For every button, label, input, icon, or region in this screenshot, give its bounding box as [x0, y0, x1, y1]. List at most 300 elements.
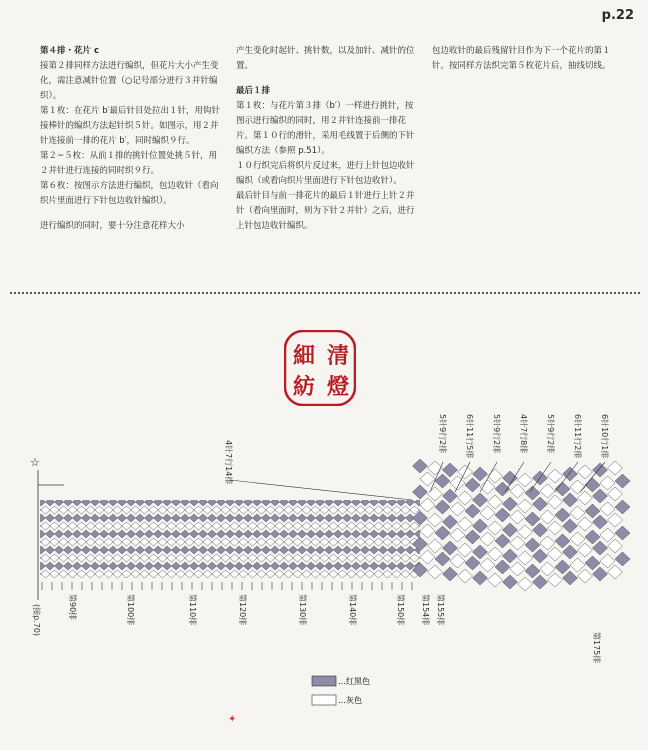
- band-diamond: [370, 562, 379, 570]
- band-diamond: [379, 514, 388, 522]
- band-diamond: [167, 506, 176, 514]
- paragraph: 第２~５枚：从前１排的挑针位置处挑５针，用２并针进行连接的同时织９行。: [40, 151, 218, 176]
- band-diamond: [194, 506, 203, 514]
- row-label: 第130排: [298, 594, 307, 626]
- band-diamond: [298, 562, 307, 570]
- fan-diamond: [593, 463, 608, 477]
- band-diamond: [352, 546, 361, 554]
- fan-diamond: [608, 461, 623, 475]
- fan-diamond: [563, 519, 578, 533]
- band-diamond: [118, 562, 127, 570]
- fan-diamond: [593, 515, 608, 529]
- band-diamond: [176, 506, 185, 514]
- band-diamond: [352, 530, 361, 538]
- band-diamond: [109, 546, 118, 554]
- band-diamond: [154, 498, 163, 506]
- band-diamond: [343, 498, 352, 506]
- band-diamond: [338, 506, 347, 514]
- band-diamond: [95, 570, 104, 578]
- band-diamond: [203, 506, 212, 514]
- band-diamond: [280, 546, 289, 554]
- fan-diamond: [495, 560, 510, 574]
- band-diamond: [379, 546, 388, 554]
- band-diamond: [253, 530, 262, 538]
- band-diamond: [221, 570, 230, 578]
- band-diamond: [77, 522, 86, 530]
- band-diamond: [190, 546, 199, 554]
- paragraph: １０行织完后将织片反过来，进行上针包边收针编织（或看向织片里面进行下针包边收针）。: [236, 161, 415, 186]
- band-diamond: [68, 554, 77, 562]
- band-diamond: [82, 546, 91, 554]
- band-diamond: [55, 530, 64, 538]
- fan-diamond: [488, 521, 503, 535]
- band-diamond: [307, 562, 316, 570]
- band-diamond: [95, 554, 104, 562]
- band-diamond: [266, 522, 275, 530]
- seal-glyph: 細: [293, 343, 316, 369]
- top-annotation: 5针9行2排: [492, 414, 501, 454]
- band-diamond: [307, 498, 316, 506]
- band-diamond: [28, 498, 37, 506]
- band-diamond: [68, 570, 77, 578]
- fan-diamond: [578, 517, 593, 531]
- band-diamond: [325, 546, 334, 554]
- band-diamond: [136, 530, 145, 538]
- band-diamond: [248, 538, 257, 546]
- fan-diamond: [458, 569, 473, 583]
- band-diamond: [104, 506, 113, 514]
- band-diamond: [356, 554, 365, 562]
- row-label: 第155排: [436, 594, 445, 626]
- pattern-fan: [413, 459, 631, 591]
- band-diamond: [325, 514, 334, 522]
- top-annotation: 4针7行8排: [519, 414, 528, 454]
- band-diamond: [352, 562, 361, 570]
- fan-diamond: [473, 467, 488, 481]
- band-diamond: [352, 514, 361, 522]
- band-diamond: [131, 570, 140, 578]
- band-diamond: [131, 538, 140, 546]
- band-diamond: [109, 530, 118, 538]
- fan-diamond: [420, 550, 435, 564]
- band-diamond: [158, 554, 167, 562]
- band-diamond: [289, 562, 298, 570]
- band-diamond: [262, 562, 271, 570]
- fan-diamond: [518, 499, 533, 513]
- band-diamond: [59, 538, 68, 546]
- band-diamond: [50, 538, 59, 546]
- fan-diamond: [608, 487, 623, 501]
- band-diamond: [149, 570, 158, 578]
- band-diamond: [127, 530, 136, 538]
- band-diamond: [77, 538, 86, 546]
- band-diamond: [410, 506, 419, 514]
- band-diamond: [172, 514, 181, 522]
- band-diamond: [212, 570, 221, 578]
- seal-glyph: 燈: [327, 374, 350, 400]
- band-diamond: [122, 538, 131, 546]
- band-diamond: [190, 498, 199, 506]
- band-diamond: [95, 522, 104, 530]
- row-label: 第100排: [126, 594, 135, 626]
- band-diamond: [91, 514, 100, 522]
- band-diamond: [104, 538, 113, 546]
- band-diamond: [361, 530, 370, 538]
- band-diamond: [91, 530, 100, 538]
- band-diamond: [100, 562, 109, 570]
- fan-diamond: [585, 530, 600, 544]
- band-diamond: [172, 498, 181, 506]
- band-diamond: [109, 514, 118, 522]
- band-diamond: [370, 514, 379, 522]
- band-diamond: [109, 498, 118, 506]
- band-diamond: [59, 522, 68, 530]
- band-diamond: [118, 514, 127, 522]
- fan-diamond: [510, 484, 525, 498]
- band-diamond: [320, 538, 329, 546]
- band-diamond: [86, 570, 95, 578]
- fan-diamond: [555, 560, 570, 574]
- band-diamond: [284, 506, 293, 514]
- fan-diamond: [488, 469, 503, 483]
- fan-diamond: [548, 521, 563, 535]
- fan-diamond: [495, 508, 510, 522]
- fan-diamond: [578, 543, 593, 557]
- band-diamond: [284, 570, 293, 578]
- band-diamond: [190, 514, 199, 522]
- paragraph: 包边收针的最后残留针目作为下一个花片的第１针。按同样方法织完第５枚花片后，抽线切线。: [432, 46, 611, 71]
- band-diamond: [221, 538, 230, 546]
- band-diamond: [316, 546, 325, 554]
- band-diamond: [100, 530, 109, 538]
- band-diamond: [406, 530, 415, 538]
- band-diamond: [64, 562, 73, 570]
- band-diamond: [289, 498, 298, 506]
- fan-diamond: [585, 556, 600, 570]
- band-diamond: [181, 530, 190, 538]
- band-diamond: [397, 530, 406, 538]
- band-diamond: [244, 562, 253, 570]
- band-diamond: [59, 570, 68, 578]
- top-annotation: 6针10行1排: [600, 414, 609, 459]
- fan-diamond: [533, 549, 548, 563]
- band-diamond: [316, 530, 325, 538]
- row-label: 第150排: [396, 594, 405, 626]
- fan-diamond: [465, 530, 480, 544]
- band-diamond: [244, 498, 253, 506]
- band-diamond: [392, 522, 401, 530]
- band-diamond: [271, 530, 280, 538]
- fan-diamond: [420, 524, 435, 538]
- band-diamond: [401, 522, 410, 530]
- fan-diamond: [593, 541, 608, 555]
- band-diamond: [194, 554, 203, 562]
- band-diamond: [118, 498, 127, 506]
- band-diamond: [374, 522, 383, 530]
- band-diamond: [208, 562, 217, 570]
- band-diamond: [221, 554, 230, 562]
- band-diamond: [325, 498, 334, 506]
- paragraph: 最后针目与前一排花片的最后１针进行上针２并针（看向里面时，则为下针２并针）之后，进行上针包边收针编织。: [236, 191, 415, 231]
- band-diamond: [325, 530, 334, 538]
- fan-diamond: [608, 565, 623, 579]
- band-diamond: [392, 554, 401, 562]
- band-diamond: [199, 514, 208, 522]
- band-diamond: [140, 506, 149, 514]
- band-diamond: [122, 554, 131, 562]
- band-diamond: [257, 538, 266, 546]
- band-diamond: [226, 514, 235, 522]
- band-diamond: [253, 514, 262, 522]
- band-diamond: [131, 554, 140, 562]
- band-diamond: [392, 538, 401, 546]
- band-diamond: [343, 514, 352, 522]
- fan-diamond: [488, 573, 503, 587]
- fan-diamond: [503, 497, 518, 511]
- band-diamond: [127, 514, 136, 522]
- band-diamond: [356, 506, 365, 514]
- band-diamond: [262, 546, 271, 554]
- band-diamond: [284, 522, 293, 530]
- band-diamond: [82, 498, 91, 506]
- fan-diamond: [435, 500, 450, 514]
- fan-diamond: [518, 525, 533, 539]
- band-diamond: [77, 554, 86, 562]
- band-diamond: [122, 522, 131, 530]
- band-diamond: [365, 554, 374, 562]
- fan-diamond: [510, 536, 525, 550]
- band-diamond: [46, 514, 55, 522]
- band-diamond: [316, 562, 325, 570]
- band-diamond: [235, 562, 244, 570]
- fan-diamond: [570, 558, 585, 572]
- top-annotation: 6针11行5排: [465, 414, 474, 459]
- fan-diamond: [503, 523, 518, 537]
- band-diamond: [253, 546, 262, 554]
- row-label: 第154排: [421, 594, 430, 626]
- band-diamond: [410, 522, 419, 530]
- band-diamond: [212, 522, 221, 530]
- fan-diamond: [570, 506, 585, 520]
- band-diamond: [163, 514, 172, 522]
- band-diamond: [262, 530, 271, 538]
- fan-diamond: [465, 504, 480, 518]
- band-diamond: [199, 530, 208, 538]
- band-diamond: [374, 506, 383, 514]
- band-diamond: [388, 514, 397, 522]
- band-diamond: [104, 570, 113, 578]
- band-diamond: [280, 562, 289, 570]
- band-diamond: [275, 570, 284, 578]
- row-label: 第120排: [238, 594, 247, 626]
- band-diamond: [311, 570, 320, 578]
- fan-diamond: [525, 538, 540, 552]
- band-diamond: [320, 506, 329, 514]
- fan-diamond: [585, 478, 600, 492]
- band-diamond: [167, 538, 176, 546]
- band-diamond: [172, 562, 181, 570]
- band-diamond: [73, 562, 82, 570]
- band-diamond: [365, 538, 374, 546]
- band-diamond: [73, 530, 82, 538]
- band-diamond: [86, 506, 95, 514]
- fan-diamond: [473, 545, 488, 559]
- band-diamond: [343, 530, 352, 538]
- band-diamond: [203, 570, 212, 578]
- band-diamond: [212, 554, 221, 562]
- paragraph: 第１枚：与花片第３排（b′）一样进行挑针，按图示进行编织的同时，用２并针连接前一排花片。第１０行的滑针，采用毛线置于后侧的下针编织方法（参照 p.51）。: [236, 101, 415, 156]
- band-diamond: [374, 570, 383, 578]
- band-diamond: [280, 498, 289, 506]
- band-diamond: [347, 522, 356, 530]
- band-diamond: [302, 506, 311, 514]
- band-diamond: [347, 538, 356, 546]
- small-mark: ✦: [228, 714, 237, 725]
- band-diamond: [235, 514, 244, 522]
- band-diamond: [289, 514, 298, 522]
- band-diamond: [307, 514, 316, 522]
- band-diamond: [32, 522, 41, 530]
- band-diamond: [113, 506, 122, 514]
- band-diamond: [275, 554, 284, 562]
- fan-diamond: [600, 528, 615, 542]
- band-diamond: [307, 546, 316, 554]
- band-diamond: [266, 506, 275, 514]
- fan-diamond: [518, 551, 533, 565]
- fan-diamond: [608, 513, 623, 527]
- fan-diamond: [600, 476, 615, 490]
- top-annotations: [438, 414, 610, 458]
- band-diamond: [149, 506, 158, 514]
- fan-diamond: [615, 526, 630, 540]
- band-diamond: [316, 498, 325, 506]
- band-diamond: [248, 522, 257, 530]
- band-diamond: [73, 498, 82, 506]
- section-heading: 第４排・花片 c: [40, 46, 99, 56]
- band-diamond: [203, 522, 212, 530]
- band-diamond: [46, 546, 55, 554]
- band-diamond: [68, 506, 77, 514]
- fan-diamond: [563, 545, 578, 559]
- fan-diamond: [428, 565, 443, 579]
- band-diamond: [298, 498, 307, 506]
- band-diamond: [401, 506, 410, 514]
- band-diamond: [145, 514, 154, 522]
- band-diamond: [199, 546, 208, 554]
- top-annotation: 6针11行2排: [573, 414, 582, 459]
- band-diamond: [91, 498, 100, 506]
- band-diamond: [185, 522, 194, 530]
- seal-glyph: 紡: [293, 374, 316, 400]
- band-diamond: [284, 538, 293, 546]
- band-diamond: [154, 514, 163, 522]
- band-diamond: [392, 506, 401, 514]
- fan-diamond: [533, 523, 548, 537]
- band-diamond: [293, 554, 302, 562]
- fan-diamond: [428, 513, 443, 527]
- band-diamond: [64, 530, 73, 538]
- fan-diamond: [458, 517, 473, 531]
- band-diamond: [347, 554, 356, 562]
- band-diamond: [122, 506, 131, 514]
- band-diamond: [388, 498, 397, 506]
- row-label: 第140排: [348, 594, 357, 626]
- fan-diamond: [450, 502, 465, 516]
- band-diamond: [149, 554, 158, 562]
- band-diamond: [181, 546, 190, 554]
- fan-diamond: [488, 547, 503, 561]
- band-diamond: [163, 530, 172, 538]
- band-diamond: [338, 570, 347, 578]
- fan-diamond: [435, 474, 450, 488]
- band-diamond: [253, 562, 262, 570]
- band-diamond: [293, 506, 302, 514]
- fan-diamond: [593, 567, 608, 581]
- band-diamond: [217, 530, 226, 538]
- band-diamond: [163, 562, 172, 570]
- band-diamond: [190, 530, 199, 538]
- band-diamond: [68, 538, 77, 546]
- paragraph: 接第２排同样方法进行编织，但花片大小产生变化，需注意减针位置（○记号部分进行３并针编织）。: [40, 61, 219, 101]
- band-diamond: [338, 522, 347, 530]
- band-diamond: [374, 538, 383, 546]
- band-diamond: [113, 554, 122, 562]
- band-diamond: [316, 514, 325, 522]
- band-diamond: [298, 530, 307, 538]
- band-diamond: [28, 562, 37, 570]
- band-diamond: [356, 570, 365, 578]
- band-diamond: [131, 522, 140, 530]
- band-diamond: [271, 562, 280, 570]
- band-diamond: [235, 498, 244, 506]
- band-diamond: [50, 522, 59, 530]
- band-diamond: [397, 562, 406, 570]
- band-diamond: [370, 546, 379, 554]
- band-diamond: [118, 546, 127, 554]
- band-diamond: [217, 498, 226, 506]
- fan-diamond: [450, 476, 465, 490]
- band-diamond: [77, 506, 86, 514]
- band-diamond: [217, 562, 226, 570]
- band-diamond: [167, 554, 176, 562]
- band-diamond: [226, 530, 235, 538]
- band-diamond: [32, 506, 41, 514]
- band-diamond: [176, 538, 185, 546]
- fan-diamond: [465, 556, 480, 570]
- band-diamond: [203, 554, 212, 562]
- band-diamond: [86, 554, 95, 562]
- band-diamond: [379, 530, 388, 538]
- fan-diamond: [578, 569, 593, 583]
- band-diamond: [226, 498, 235, 506]
- band-diamond: [185, 554, 194, 562]
- band-diamond: [248, 554, 257, 562]
- band-diamond: [338, 538, 347, 546]
- band-diamond: [221, 506, 230, 514]
- band-diamond: [208, 498, 217, 506]
- band-diamond: [55, 498, 64, 506]
- fan-diamond: [525, 564, 540, 578]
- band-diamond: [149, 538, 158, 546]
- band-diamond: [172, 546, 181, 554]
- fan-diamond: [495, 534, 510, 548]
- band-diamond: [347, 570, 356, 578]
- band-diamond: [230, 570, 239, 578]
- fan-diamond: [570, 532, 585, 546]
- fan-diamond: [465, 478, 480, 492]
- band-diamond: [307, 530, 316, 538]
- band-diamond: [311, 522, 320, 530]
